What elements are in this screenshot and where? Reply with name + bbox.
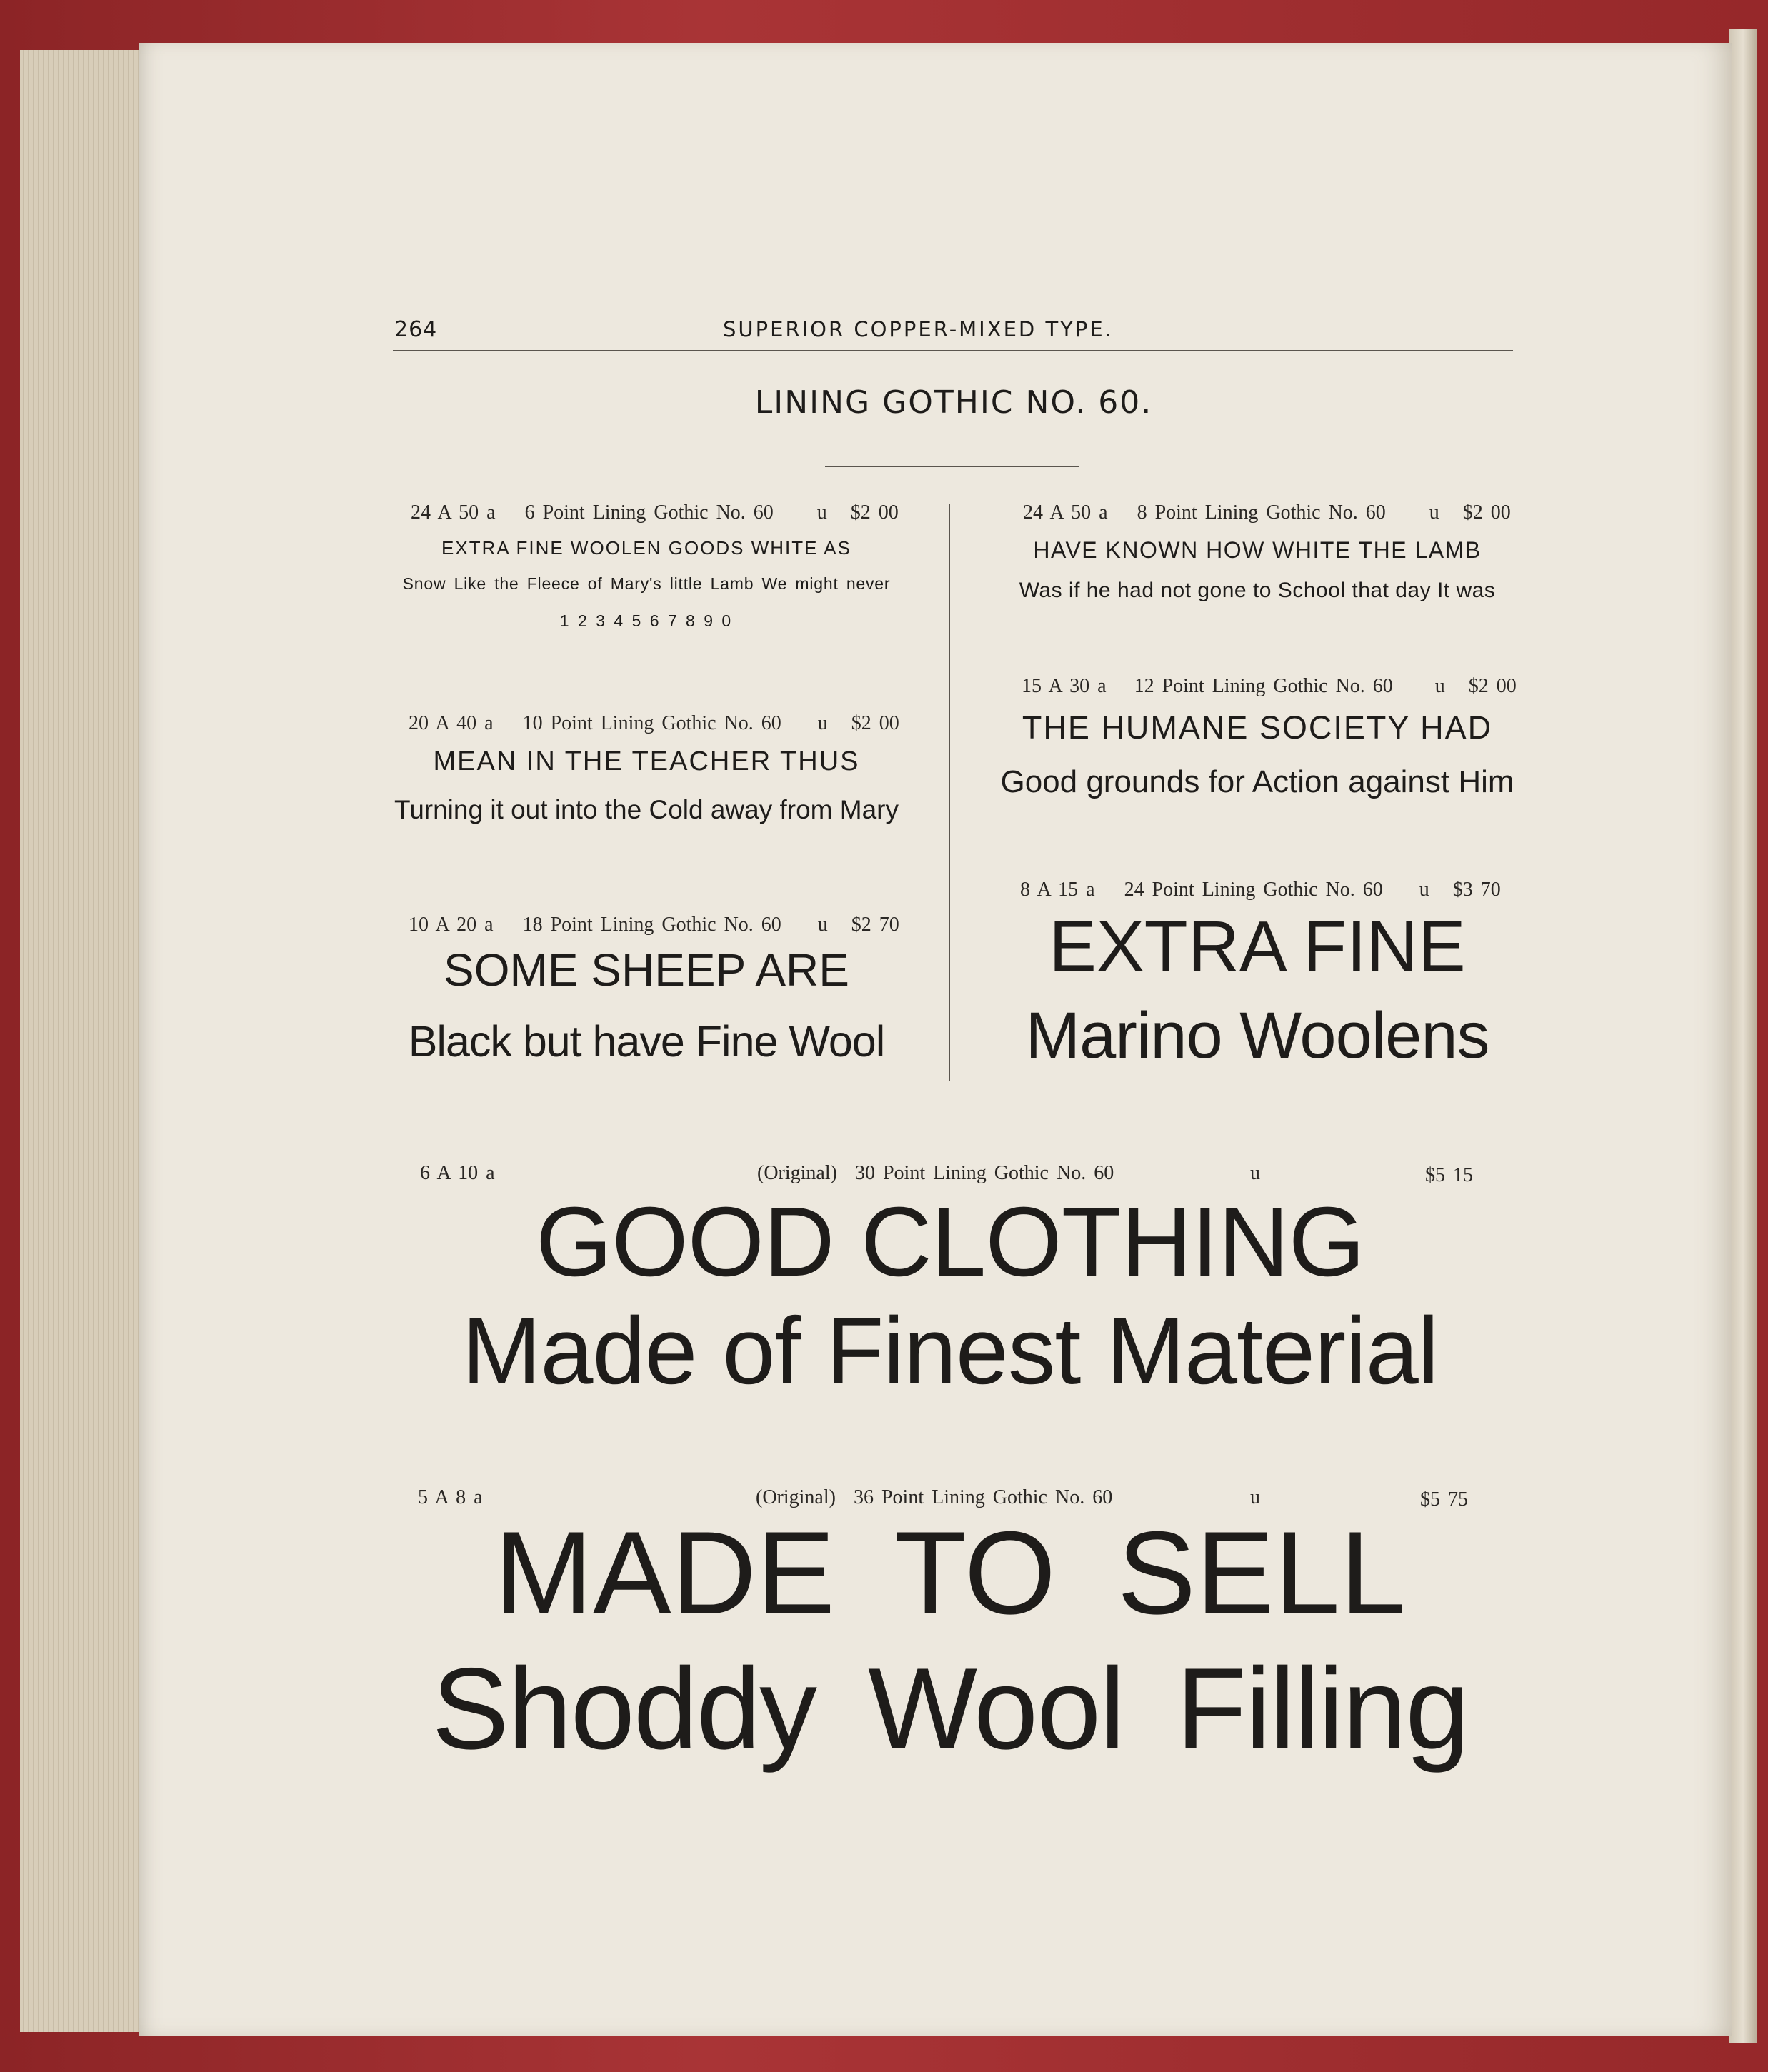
section-title: LINING GOTHIC NO. 60. xyxy=(754,384,1153,421)
spec-name: 6 Point Lining Gothic No. 60 xyxy=(524,501,774,524)
spec-price: $2 00 xyxy=(850,501,899,524)
spec-count: 8 A 15 a xyxy=(1020,879,1095,901)
spec-mark: u xyxy=(817,712,828,734)
spec-mark: u xyxy=(1429,501,1439,524)
specimen-36pt-caps: MADE TO SELL xyxy=(494,1507,1406,1638)
specimen-6pt-caps: EXTRA FINE WOOLEN GOODS WHITE AS xyxy=(441,537,851,559)
spec-price-30pt: $5 15 xyxy=(1425,1164,1473,1186)
specimen-12pt-caps: THE HUMANE SOCIETY HAD xyxy=(1022,709,1493,746)
spec-price: $2 00 xyxy=(1462,501,1511,524)
spec-price: $3 70 xyxy=(1452,879,1501,901)
spec-count-30pt: 6 A 10 a xyxy=(420,1162,495,1184)
spec-mark: u xyxy=(817,914,828,936)
specimen-30pt-caps: GOOD CLOTHING xyxy=(535,1187,1365,1297)
spec-line-12pt xyxy=(1022,675,1517,698)
spec-mark-36pt: u xyxy=(1250,1486,1260,1508)
specimen-10pt-lower: Turning it out into the Cold away from Mary xyxy=(394,795,899,824)
spec-price: $2 00 xyxy=(851,712,899,734)
spec-name: 18 Point Lining Gothic No. 60 xyxy=(522,914,781,936)
column-divider xyxy=(949,504,950,1081)
spec-mark: u xyxy=(1419,879,1429,901)
spec-count: 20 A 40 a xyxy=(409,712,494,734)
specimen-18pt-lower: Black but have Fine Wool xyxy=(408,1017,885,1066)
specimen-18pt-caps: SOME SHEEP ARE xyxy=(444,944,849,996)
spec-price: $2 00 xyxy=(1468,675,1517,697)
spec-name: 12 Point Lining Gothic No. 60 xyxy=(1134,675,1393,697)
spec-name: 36 Point Lining Gothic No. 60 xyxy=(853,1486,1113,1508)
specimen-6pt-lower: Snow Like the Fleece of Mary's little Lamb We might never xyxy=(402,574,891,593)
specimen-30pt-lower: Made of Finest Material xyxy=(461,1298,1439,1404)
spec-name: 8 Point Lining Gothic No. 60 xyxy=(1137,501,1386,524)
page-number: 264 xyxy=(394,317,438,342)
page-edge-right xyxy=(1729,29,1757,2043)
spec-count: 24 A 50 a xyxy=(411,501,496,524)
spec-name: 10 Point Lining Gothic No. 60 xyxy=(522,712,781,734)
specimen-36pt-lower: Shoddy Wool Filling xyxy=(431,1644,1469,1773)
spec-line-18pt xyxy=(409,914,899,936)
specimen-8pt-lower: Was if he had not gone to School that day It was xyxy=(1019,579,1496,602)
title-rule xyxy=(825,466,1079,467)
spec-count: 10 A 20 a xyxy=(409,914,494,936)
spec-line-30pt xyxy=(757,1162,1114,1185)
spec-name: 24 Point Lining Gothic No. 60 xyxy=(1124,879,1383,901)
spec-count-36pt: 5 A 8 a xyxy=(418,1486,483,1508)
specimen-8pt-caps: HAVE KNOWN HOW WHITE THE LAMB xyxy=(1033,537,1482,563)
spec-mark: u xyxy=(816,501,827,524)
spec-price: $2 70 xyxy=(851,914,899,936)
specimen-24pt-lower: Marino Woolens xyxy=(1025,999,1489,1072)
spec-line-24pt xyxy=(1020,879,1501,901)
spec-original: (Original) xyxy=(756,1486,836,1508)
running-title: SUPERIOR COPPER-MIXED TYPE. xyxy=(723,317,1114,341)
spec-price-36pt: $5 75 xyxy=(1420,1488,1468,1511)
specimen-10pt-caps: MEAN IN THE TEACHER THUS xyxy=(433,746,860,776)
spec-line-10pt xyxy=(409,712,899,735)
spec-line-6pt xyxy=(411,501,899,524)
page-edges xyxy=(20,50,143,2032)
spec-name: 30 Point Lining Gothic No. 60 xyxy=(854,1162,1114,1184)
specimen-12pt-lower: Good grounds for Action against Him xyxy=(1000,764,1514,799)
spec-count: 24 A 50 a xyxy=(1023,501,1108,524)
header-rule xyxy=(393,350,1513,351)
spec-mark-30pt: u xyxy=(1250,1162,1260,1184)
spec-line-8pt xyxy=(1023,501,1511,524)
specimen-6pt-figures: 1 2 3 4 5 6 7 8 9 0 xyxy=(559,611,734,630)
specimen-24pt-caps: EXTRA FINE xyxy=(1049,906,1466,986)
spec-mark: u xyxy=(1434,675,1445,697)
spec-original: (Original) xyxy=(757,1162,837,1184)
spec-count: 15 A 30 a xyxy=(1022,675,1107,697)
